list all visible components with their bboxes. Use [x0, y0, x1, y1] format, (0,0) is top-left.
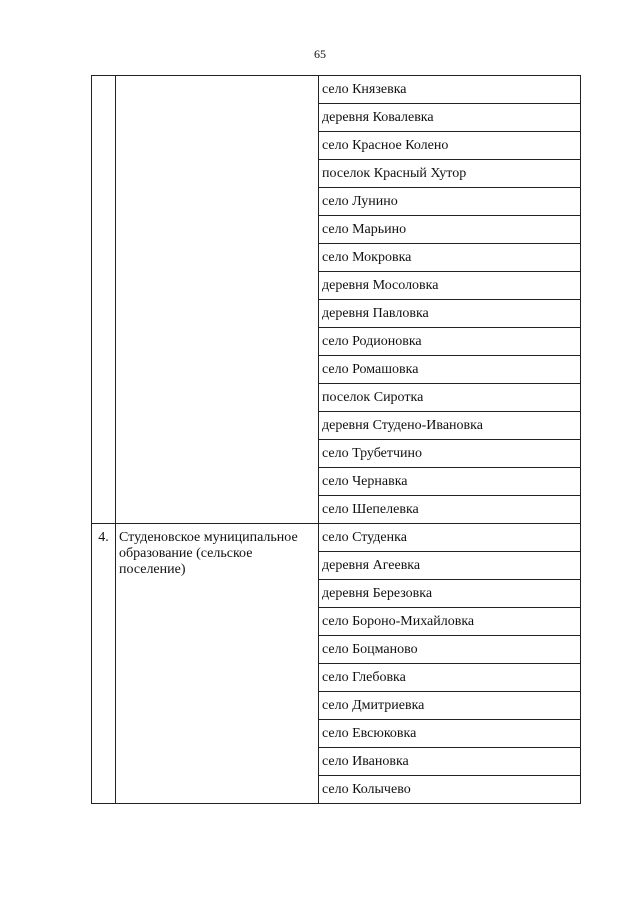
- table-row: [92, 524, 581, 552]
- municipality-cell: [116, 76, 319, 524]
- settlement-cell: село Дмитриевка: [319, 692, 581, 720]
- settlement-cell: деревня Ковалевка: [319, 104, 581, 132]
- settlement-cell: поселок Сиротка: [319, 384, 581, 412]
- table-row: [92, 76, 581, 104]
- settlement-cell: село Ромашовка: [319, 356, 581, 384]
- settlement-cell: село Родионовка: [319, 328, 581, 356]
- settlement-cell: поселок Красный Хутор: [319, 160, 581, 188]
- settlement-cell: село Глебовка: [319, 664, 581, 692]
- settlement-cell: село Трубетчино: [319, 440, 581, 468]
- settlement-cell: деревня Павловка: [319, 300, 581, 328]
- settlement-cell: село Красное Колено: [319, 132, 581, 160]
- settlement-cell: деревня Агеевка: [319, 552, 581, 580]
- settlement-cell: деревня Березовка: [319, 580, 581, 608]
- settlement-cell: село Ивановка: [319, 748, 581, 776]
- settlements-table: [91, 75, 581, 804]
- settlement-cell: село Бороно-Михайловка: [319, 608, 581, 636]
- settlement-cell: село Колычево: [319, 776, 581, 804]
- row-number-cell: 4.: [92, 524, 116, 804]
- settlement-cell: село Князевка: [319, 76, 581, 104]
- settlement-cell: село Лунино: [319, 188, 581, 216]
- settlement-cell: село Боцманово: [319, 636, 581, 664]
- settlement-cell: село Чернавка: [319, 468, 581, 496]
- municipality-cell: Студеновское муниципальное образование (сельское поселение): [116, 524, 319, 804]
- table-body: [92, 76, 581, 804]
- settlement-cell: село Марьино: [319, 216, 581, 244]
- settlement-cell: деревня Мосоловка: [319, 272, 581, 300]
- page-number: 65: [314, 47, 326, 61]
- settlement-cell: село Евсюковка: [319, 720, 581, 748]
- settlement-cell: село Шепелевка: [319, 496, 581, 524]
- settlement-cell: село Студенка: [319, 524, 581, 552]
- row-number-cell: [92, 76, 116, 524]
- settlement-cell: село Мокровка: [319, 244, 581, 272]
- settlement-cell: деревня Студено-Ивановка: [319, 412, 581, 440]
